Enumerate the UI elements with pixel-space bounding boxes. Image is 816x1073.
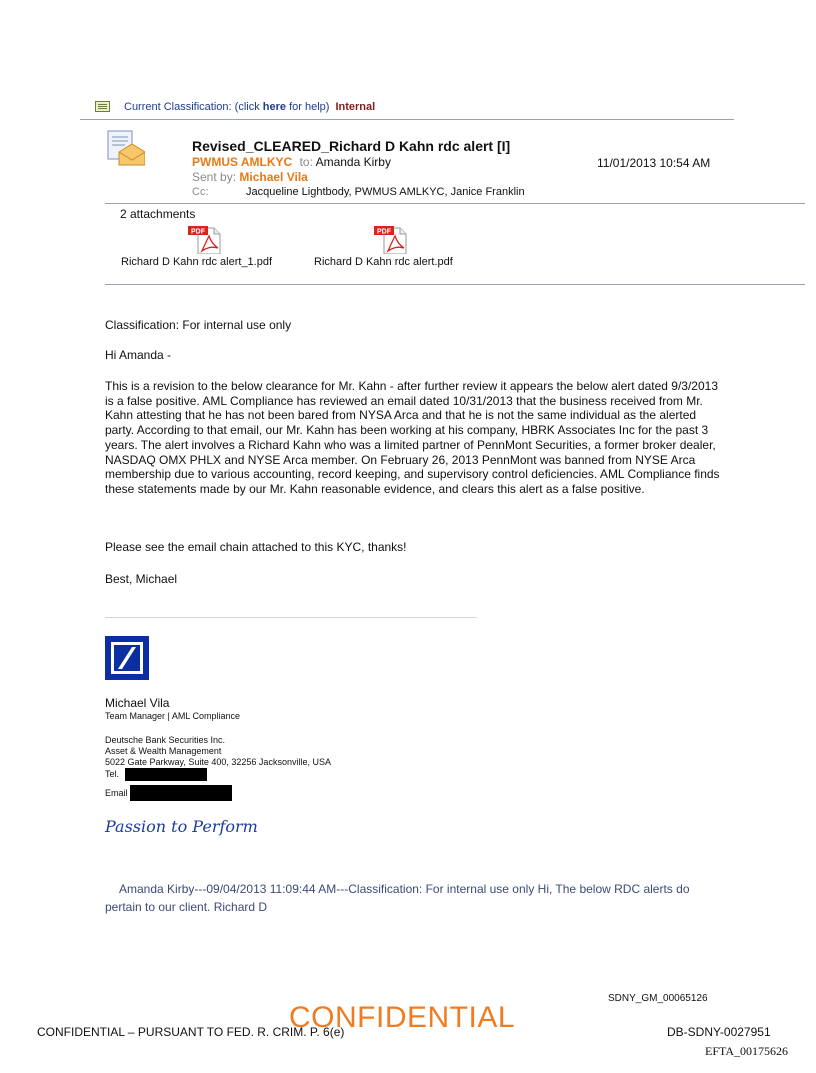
previous-message-link[interactable]: Amanda Kirby---09/04/2013 11:09:44 AM---Classification: For internal use only Hi, The below RDC alerts do pertain to our client. Richard D bbox=[105, 882, 690, 914]
classification-level: Internal bbox=[335, 101, 376, 113]
body-greeting: Hi Amanda - bbox=[105, 348, 172, 362]
svg-text:PDF: PDF bbox=[377, 228, 391, 236]
signature-title: Team Manager | AML Compliance bbox=[105, 711, 241, 721]
email-recipient[interactable]: Amanda Kirby bbox=[315, 155, 391, 169]
classification-help-link[interactable]: here bbox=[262, 101, 287, 113]
body-closing-line: Please see the email chain attached to this KYC, thanks! bbox=[105, 540, 407, 554]
email-sender[interactable]: PWMUS AMLKYC bbox=[192, 155, 293, 169]
db-bates-number: DB-SDNY-0027951 bbox=[667, 1025, 771, 1039]
email-subject: Revised_CLEARED_Richard D Kahn rdc alert [I] bbox=[192, 138, 511, 154]
attachment-file-2[interactable]: Richard D Kahn rdc alert.pdf bbox=[314, 256, 453, 268]
signature-divider bbox=[105, 617, 477, 618]
signature-name: Michael Vila bbox=[105, 696, 170, 710]
email-from-line bbox=[192, 155, 391, 169]
signature-company: Deutsche Bank Securities Inc. bbox=[105, 735, 226, 745]
efta-bates-number: EFTA_00175626 bbox=[705, 1044, 789, 1058]
classification-suffix: for help) bbox=[286, 101, 330, 113]
sent-by-label: Sent by: bbox=[192, 170, 237, 184]
sent-by-line bbox=[192, 170, 308, 184]
cc-recipients[interactable]: Jacqueline Lightbody, PWMUS AMLKYC, Janice Franklin bbox=[246, 186, 525, 198]
redaction-box bbox=[130, 785, 232, 801]
deutsche-bank-slash-icon bbox=[105, 636, 149, 680]
attachment-file-1[interactable]: Richard D Kahn rdc alert_1.pdf bbox=[121, 256, 273, 268]
cc-line bbox=[192, 186, 525, 198]
classification-list-icon[interactable] bbox=[95, 101, 110, 112]
sent-by-name[interactable]: Michael Vila bbox=[239, 170, 308, 184]
signature-address[interactable]: 5022 Gate Parkway, Suite 400, 32256 Jacksonville, USA bbox=[105, 757, 331, 767]
to-label: to: bbox=[299, 155, 313, 169]
email-message-icon bbox=[107, 130, 145, 166]
signature-slogan: Passion to Perform bbox=[105, 817, 258, 836]
pdf-icon[interactable] bbox=[374, 224, 408, 254]
classification-prefix: Current Classification: (click bbox=[124, 101, 263, 113]
bates-sdny-number: SDNY_GM_00065126 bbox=[608, 993, 708, 1004]
confidential-notice: CONFIDENTIAL – PURSUANT TO FED. R. CRIM. P. 6(e) bbox=[37, 1025, 345, 1039]
signature-division: Asset & Wealth Management bbox=[105, 746, 222, 756]
divider bbox=[105, 284, 805, 285]
redaction-box bbox=[125, 768, 207, 781]
body-paragraph: This is a revision to the below clearance for Mr. Kahn - after further review it appears the below alert dated 9/3/2013 is a false positive. AML Compliance has reviewed an email dated 10/31/2013 that the business received from Mr. Kahn attesting that he has not been bared from NYSA Arca and that he is not the same individual as the alerted party. According to that email, our Mr. Kahn has been working at his company, HBRK Associates Inc for the past 3 years. The alert involves a Richard Kahn who was a limited partner of PennMont Securities, a former broker dealer, NASDAQ OMX PHLX and NYSE Arca member. On February 26, 2013 PennMont was banned from NYSE Arca membership due to various accounting, record keeping, and supervisory control deficiencies. AML Compliance finds these statements made by our Mr. Kahn reasonable evidence, and clears this alert as a false positive. bbox=[105, 379, 720, 496]
signature-email-label: Email bbox=[105, 788, 128, 798]
body-classification: Classification: For internal use only bbox=[105, 318, 292, 332]
divider bbox=[80, 119, 734, 120]
signature-tel-label: Tel. bbox=[105, 769, 120, 779]
body-signoff: Best, Michael bbox=[105, 572, 178, 586]
deutsche-bank-logo bbox=[105, 636, 149, 680]
attachments-count: 2 attachments bbox=[120, 207, 196, 221]
divider bbox=[105, 203, 805, 204]
pdf-icon[interactable] bbox=[188, 224, 222, 254]
email-date: 11/01/2013 10:54 AM bbox=[597, 156, 711, 170]
classification-bar bbox=[95, 101, 375, 113]
confidential-stamp: CONFIDENTIAL bbox=[289, 1001, 516, 1034]
svg-text:PDF: PDF bbox=[191, 228, 205, 236]
cc-label: Cc: bbox=[192, 186, 209, 198]
